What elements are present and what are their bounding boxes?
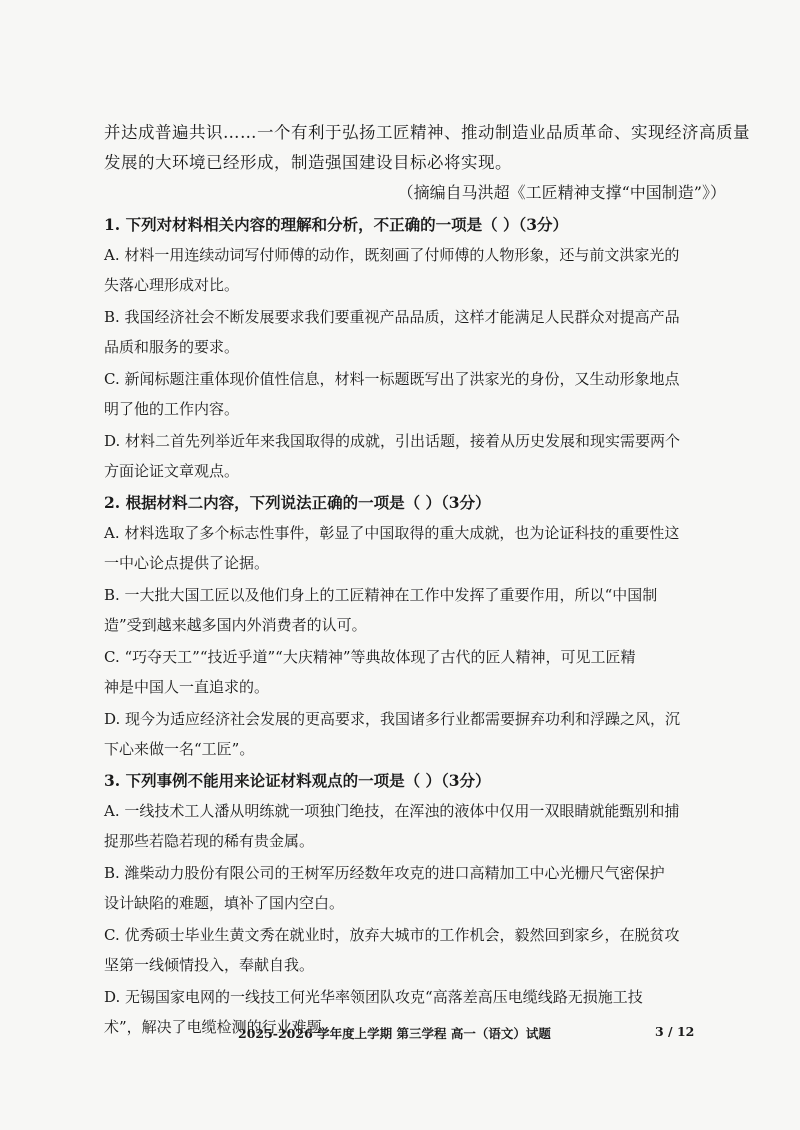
option-line: C. 优秀硕士毕业生黄文秀在就业时，放弃大城市的工作机会，毅然回到家乡，在脱贫攻 — [104, 926, 680, 944]
option-line: A. 材料选取了多个标志性事件，彰显了中国取得的重大成就，也为论证科技的重要性这 — [104, 524, 680, 542]
option-line: A. 一线技术工人潘从明练就一项独门绝技，在浑浊的液体中仅用一双眼睛就能甄别和捕 — [104, 802, 680, 820]
option-line: 术”，解决了电缆检测的行业难题。 — [104, 1018, 337, 1036]
passage-ending — [104, 118, 750, 178]
option-line: 方面论证文章观点。 — [104, 462, 240, 480]
page-number: 3 / 12 — [655, 1024, 695, 1039]
option-c — [104, 364, 730, 424]
option-line: 失落心理形成对比。 — [104, 276, 240, 294]
option-b — [104, 302, 730, 362]
option-line: D. 无锡国家电网的一线技工何光华率领团队攻克“高落差高压电缆线路无损施工技 — [104, 988, 643, 1006]
question-3 — [104, 766, 730, 1042]
option-line: 明了他的工作内容。 — [104, 400, 240, 418]
question-stem: 2. 根据材料二内容，下列说法正确的一项是（ ）（3分） — [104, 493, 491, 512]
exam-title: 2025-2026 学年度上学期 第三学程 高一（语文）试题 — [238, 1026, 551, 1041]
question-1 — [104, 210, 730, 486]
option-c — [104, 920, 730, 980]
option-line: B. 潍柴动力股份有限公司的王树军历经数年攻克的进口高精加工中心光栅尺气密保护 — [104, 864, 665, 882]
option-line: A. 材料一用连续动词写付师傅的动作，既刻画了付师傅的人物形象，还与前文洪家光的 — [104, 246, 680, 264]
option-d — [104, 704, 730, 764]
option-line: 设计缺陷的难题，填补了国内空白。 — [104, 894, 345, 912]
passage-line: 并达成普遍共识……一个有利于弘扬工匠精神、推动制造业品质革命、实现经济高质量 — [104, 123, 750, 142]
option-a — [104, 796, 730, 856]
option-line: 下心来做一名“工匠”。 — [104, 740, 255, 758]
question-stem: 3. 下列事例不能用来论证材料观点的一项是（ ）（3分） — [104, 771, 491, 790]
option-line: 造”受到越来越多国内外消费者的认可。 — [104, 616, 367, 634]
option-c — [104, 642, 730, 702]
option-a — [104, 518, 730, 578]
option-line: 神是中国人一直追求的。 — [104, 678, 270, 696]
option-b — [104, 580, 730, 640]
option-line: 坚第一线倾情投入，奉献自我。 — [104, 956, 315, 974]
option-line: C. 新闻标题注重体现价值性信息，材料一标题既写出了洪家光的身份，又生动形象地点 — [104, 370, 680, 388]
option-line: D. 现今为适应经济社会发展的更高要求，我国诸多行业都需要摒弃功利和浮躁之风，沉 — [104, 710, 681, 728]
question-2 — [104, 488, 730, 764]
option-line: B. 我国经济社会不断发展要求我们要重视产品品质，这样才能满足人民群众对提高产品 — [104, 308, 680, 326]
option-line: B. 一大批大国工匠以及他们身上的工匠精神在工作中发挥了重要作用，所以“中国制 — [104, 586, 658, 604]
option-b — [104, 858, 730, 918]
option-line: D. 材料二首先列举近年来我国取得的成就，引出话题，接着从历史发展和现实需要两个 — [104, 432, 681, 450]
option-line: 品质和服务的要求。 — [104, 338, 240, 356]
passage-line: 发展的大环境已经形成，制造强国建设目标必将实现。 — [104, 153, 512, 172]
option-line: 捉那些若隐若现的稀有贵金属。 — [104, 832, 315, 850]
passage-source: （摘编自马洪超《工匠精神支撑“中国制造”》） — [397, 183, 726, 202]
option-d — [104, 426, 730, 486]
question-stem: 1. 下列对材料相关内容的理解和分析，不正确的一项是（ ）（3分） — [104, 215, 569, 234]
option-a — [104, 240, 730, 300]
option-line: 一中心论点提供了论据。 — [104, 554, 270, 572]
option-line: C. “巧夺天工”“技近乎道”“大庆精神”等典故体现了古代的匠人精神，可见工匠精 — [104, 648, 636, 666]
